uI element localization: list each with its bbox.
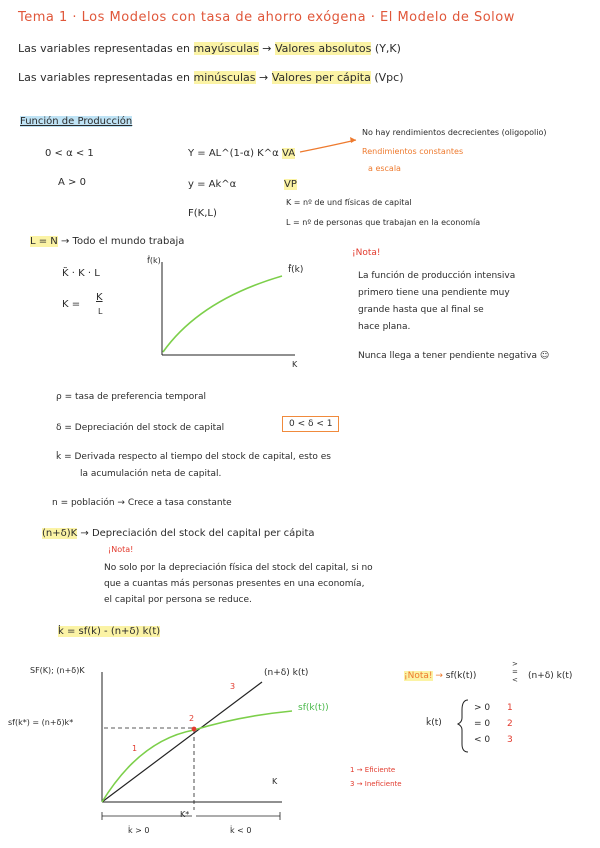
graph2-y-label: SF(K); (n+δ)K xyxy=(30,666,85,675)
page-title: Tema 1 · Los Modelos con tasa de ahorro exógena · El Modelo de Solow xyxy=(18,10,515,25)
graph2-point-1: 1 xyxy=(132,744,138,753)
legend-ineficiente: 3 → Ineficiente xyxy=(350,780,402,788)
intro-line-2-abbr: (Vpc) xyxy=(374,71,404,84)
legend-eficiente: 1 → Eficiente xyxy=(350,766,396,774)
side-row-cmp: < 0 xyxy=(474,735,491,745)
graph2-steady-state-point xyxy=(192,727,197,732)
intro-line-2-arrow: → xyxy=(259,71,269,84)
param-delta: δ = Depreciación del stock de capital xyxy=(56,423,225,433)
dep-line-text: el capital por persona se reduce. xyxy=(104,595,252,605)
nota-line: La función de producción intensiva xyxy=(358,271,516,281)
graph2-savings-curve xyxy=(102,711,292,802)
note-arrow xyxy=(300,140,356,152)
k-per-capita-eq: K = xyxy=(62,299,81,310)
nota-line: Nunca llega a tener pendiente negativa ☺ xyxy=(358,351,550,361)
delta-range-box: 0 < δ < 1 xyxy=(282,416,339,432)
graph1-y-label: f̂(k) xyxy=(147,256,161,265)
side-eq-right: (n+δ) k(t) xyxy=(528,671,573,681)
nota-line: grande hasta que al final se xyxy=(358,305,484,315)
graph2-line-label: (n+δ) k(t) xyxy=(264,668,309,678)
equation-f: F(K,L) xyxy=(188,208,217,219)
graph2-curve-label: sf(k(t)) xyxy=(298,703,329,713)
intro-line-1-result: Valores absolutos xyxy=(274,42,372,55)
a-positive: A > 0 xyxy=(58,177,86,188)
alpha-range: 0 < α < 1 xyxy=(45,148,94,159)
side-row-cmp: > 0 xyxy=(474,703,491,713)
side-arrow: → xyxy=(435,671,443,681)
param-rho: ρ = tasa de preferencia temporal xyxy=(56,392,206,402)
intro-line-1-highlight: mayúsculas xyxy=(193,42,259,55)
side-kdot: k̇(t) xyxy=(426,718,442,728)
nota-title-1: ¡Nota! xyxy=(352,248,381,258)
note-a-escala: a escala xyxy=(368,164,401,173)
equation-vp: y = Ak^α xyxy=(188,179,237,190)
graph2-ss-label: sf(k*) = (n+δ)k* xyxy=(8,718,74,727)
cmp-less: < xyxy=(512,676,518,684)
note-rendimientos-decrecientes: No hay rendimientos decrecientes (oligopolio) xyxy=(362,128,547,137)
graph1-x-label: K xyxy=(292,360,298,369)
section-heading-funcion: Función de Producción xyxy=(20,116,133,127)
side-row-num: 3 xyxy=(507,735,513,745)
nota-line: primero tiene una pendiente muy xyxy=(358,288,510,298)
graph2-x-label: K xyxy=(272,777,278,786)
ln-tag: L = N xyxy=(30,236,58,247)
graph2-region-left: k̇ > 0 xyxy=(128,826,150,835)
param-kdot-2: la acumulación neta de capital. xyxy=(80,469,222,479)
equation-va: Y = AL^(1-α) K^α xyxy=(188,148,279,159)
note-rendimientos-constantes: Rendimientos constantes xyxy=(362,147,464,156)
param-n: n = población → Crece a tasa constante xyxy=(52,498,232,508)
tag-va: VA xyxy=(282,148,296,159)
dep-line-text: No solo por la depreciación física del stock del capital, si no xyxy=(104,563,373,573)
intro-line-2-highlight: minúsculas xyxy=(193,71,256,84)
dep-text: → Depreciación del stock del capital per cápita xyxy=(80,528,315,539)
intro-line-1-prefix: Las variables representadas en xyxy=(18,42,190,55)
note-arrow-head xyxy=(350,137,356,143)
k-numerator: K xyxy=(96,292,103,303)
definition-l: L = nº de personas que trabajan en la economía xyxy=(286,218,481,227)
definition-k: K = nº de und físicas de capital xyxy=(286,198,412,207)
ln-text: → Todo el mundo trabaja xyxy=(60,236,185,247)
param-kdot-1: k̇ = Derivada respecto al tiempo del stock de capital, esto es xyxy=(56,452,331,462)
graph2-point-3: 3 xyxy=(230,682,236,691)
nota-line: hace plana. xyxy=(358,322,411,332)
graph2-depreciation-line xyxy=(102,682,262,802)
cmp-greater: > xyxy=(512,660,518,668)
side-brace xyxy=(458,700,468,752)
side-eq-left: sf(k(t)) xyxy=(445,671,477,681)
tag-vp: VP xyxy=(284,179,297,190)
graph2-region-right: k̇ < 0 xyxy=(230,826,252,835)
side-row-num: 1 xyxy=(507,703,513,713)
k-denominator: L xyxy=(98,307,103,316)
graph1-curve-label: f̂(k) xyxy=(288,265,304,275)
side-row-num: 2 xyxy=(507,719,513,729)
intro-line-1-abbr: (Y,K) xyxy=(374,42,401,55)
k-times-l: K̃ · K · L xyxy=(62,268,100,279)
side-row-cmp: = 0 xyxy=(474,719,491,729)
intro-line-1-arrow: → xyxy=(262,42,272,55)
dep-nota: ¡Nota! xyxy=(108,545,134,554)
intro-line-2-prefix: Las variables representadas en xyxy=(18,71,190,84)
main-equation: k̇ = sf(k) - (n+δ) k(t) xyxy=(58,626,161,637)
cmp-equal: = xyxy=(512,668,518,676)
dep-line-text: que a cuantas más personas presentes en una economía, xyxy=(104,579,365,589)
dep-tag: (n+δ)K xyxy=(42,528,78,539)
graph1-curve xyxy=(163,276,282,352)
graph2-point-2: 2 xyxy=(189,714,195,723)
graph2-kstar: K* xyxy=(180,810,190,819)
side-nota: ¡Nota! xyxy=(404,671,433,681)
intro-line-2-result: Valores per cápita xyxy=(271,71,371,84)
